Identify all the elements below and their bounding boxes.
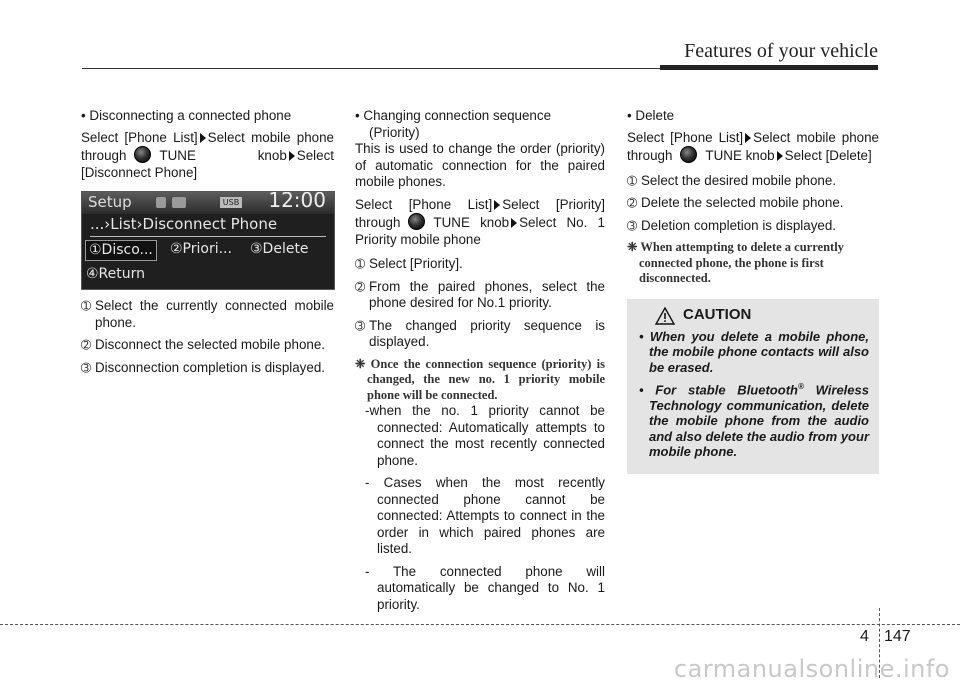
note-text: ❈ Once the connection sequence (priority) is changed, the new no. 1 priority mobile phone will be connected.	[355, 356, 605, 402]
usb-icon: USB	[220, 197, 242, 208]
cd-icon	[172, 197, 186, 208]
screen-option-disconnect: ①Disco...	[85, 240, 157, 261]
section-heading: • Disconnecting a connected phone	[81, 108, 292, 123]
screen-option-priority: ②Priori...	[170, 241, 232, 257]
screen-path: ...›List›Disconnect Phone	[90, 216, 326, 237]
arrow-right-icon	[289, 151, 295, 161]
screen-setup-label: Setup	[88, 193, 132, 211]
screen-clock: 12:00	[268, 191, 326, 212]
step-item: ➂ The changed priority sequence is displayed.	[355, 317, 605, 349]
header-title: Features of your vehicle	[684, 40, 878, 62]
section-heading: • Changing connection sequence (Priority)	[355, 108, 552, 140]
step-item: ➀ Select the currently connected mobile phone.	[81, 298, 334, 330]
step-item: ➁ From the paired phones, select the phone desired for No.1 priority.	[355, 278, 605, 310]
step-item: ➀ Select [Priority].	[355, 256, 463, 271]
display-screen	[81, 191, 335, 290]
step-item: ➂ Disconnection completion is displayed.	[81, 359, 325, 375]
sub-note: - Cases when the most recently connected phone cannot be connected: Attempts to connect in the order in which paired phones are listed.	[365, 475, 605, 556]
page-number: 147	[884, 628, 911, 645]
sub-note: -when the no. 1 priority cannot be connected: Automatically attempts to connect the most recently connected phone.	[365, 403, 605, 468]
note-text: ❈ When attempting to delete a currently connected phone, the phone is first disconnected.	[627, 240, 844, 285]
bluetooth-icon	[156, 197, 166, 208]
tune-knob-icon	[408, 213, 425, 230]
instruction-text: Select [Phone List] Select [Priority] through TUNE knob Select No. 1 Priority mobile phone	[355, 196, 605, 247]
step-item: ➂ Deletion completion is displayed.	[627, 217, 837, 233]
instruction-text: Select [Phone List] Select mobile phone through TUNE knob Select [Delete]	[627, 129, 879, 163]
caution-title: CAUTION	[683, 306, 752, 324]
caution-item: • When you delete a mobile phone, the mobile phone contacts will also be erased.	[639, 328, 869, 375]
tune-knob-icon	[134, 146, 151, 163]
instruction-text: Select [Phone List] Select mobile phone through TUNE knob Select [Disconnect Phone]	[81, 129, 334, 180]
arrow-right-icon	[494, 200, 500, 210]
footer-rule	[0, 624, 960, 625]
section-heading: • Delete	[627, 108, 675, 123]
warning-icon	[655, 307, 675, 325]
arrow-right-icon	[745, 133, 751, 143]
step-item: ➁ Disconnect the selected mobile phone.	[81, 337, 326, 352]
column-disconnect	[81, 108, 334, 376]
header-rule-accent	[660, 65, 878, 70]
column-delete	[627, 108, 879, 474]
tune-knob-icon	[680, 146, 697, 163]
sub-note: - The connected phone will automatically be changed to No. 1 priority.	[365, 563, 605, 612]
caution-box	[627, 299, 879, 474]
watermark: carmanualsonline.info	[673, 655, 950, 683]
column-priority	[355, 108, 605, 613]
screen-option-delete: ③Delete	[250, 241, 309, 257]
step-item: ➁ Delete the selected mobile phone.	[627, 195, 844, 210]
arrow-right-icon	[777, 151, 783, 161]
caution-header	[655, 307, 869, 325]
intro-text: This is used to change the order (priority) of automatic connection for the paired mobile phones.	[355, 141, 605, 189]
chapter-number: 4	[860, 628, 869, 645]
caution-item: • For stable Bluetooth® Wireless Technology communication, delete the mobile phone from the audio and also delete the audio from your mobile phone.	[639, 382, 869, 460]
screen-option-return: ④Return	[86, 266, 146, 282]
arrow-right-icon	[200, 133, 206, 143]
arrow-right-icon	[511, 218, 517, 228]
step-item: ➀ Select the desired mobile phone.	[627, 172, 837, 188]
